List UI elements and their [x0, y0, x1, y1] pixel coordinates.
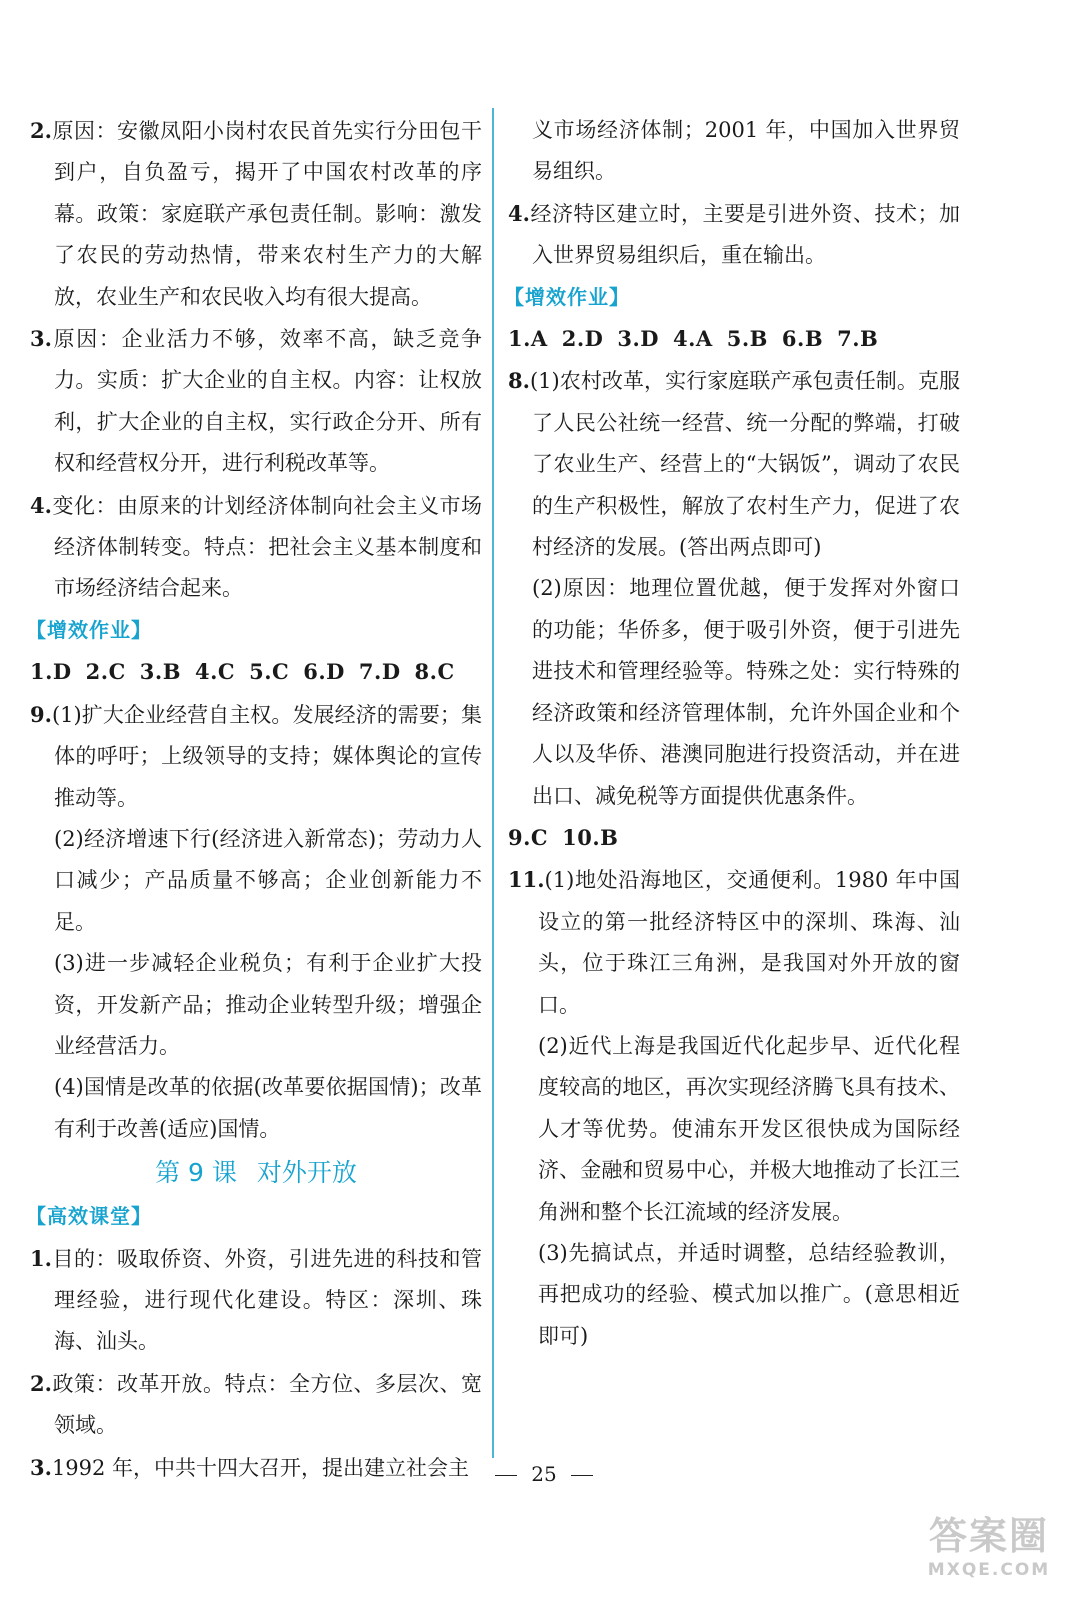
section-tag-classroom: 【高效课堂】: [26, 1204, 152, 1229]
answer-item-11-part-2: (2)近代上海是我国近代化起步早、近代化程度较高的地区，再次实现经济腾飞具有技术、人才等优势。使浦东开发区很快成为国际经济、金融和贸易中心，并极大地推动了长江三角洲和整个长江流域的经济发展。: [538, 1033, 960, 1224]
section-tag-homework-2: 【增效作业】: [504, 284, 630, 309]
lesson-heading: 第 9 课 对外开放: [155, 1158, 357, 1188]
answer-item-4: 4.变化：由原来的计划经济体制向社会主义市场经济体制转变。特点：把社会主义基本制度和市场经济结合起来。: [30, 492, 482, 601]
choice-answers-2: 1.A 2.D 3.D 4.A 5.B 6.B 7.B: [508, 326, 879, 352]
lesson9-item-4: 4.经济特区建立时，主要是引进外资、技术；加入世界贸易组织后，重在输出。: [508, 200, 960, 268]
answer-item-9-part-3: (3)进一步减轻企业税负；有利于企业扩大投资，开发新产品；推动企业转型升级；增强企业经营活力。: [54, 951, 482, 1058]
answer-item-9: 9.(1)扩大企业经营自主权。发展经济的需要；集体的呼吁；上级领导的支持；媒体舆论的宣传推动等。: [30, 701, 482, 810]
watermark-logo: 答案圈 MXQE.COM: [927, 1514, 1051, 1580]
choice-answers-3: 9.C 10.B: [508, 824, 619, 850]
page-number: 25: [0, 1462, 1088, 1486]
lesson9-item-1: 1.目的：吸取侨资、外资，引进先进的科技和管理经验，进行现代化建设。特区：深圳、珠海、汕头。: [30, 1245, 482, 1354]
column-divider: [492, 108, 494, 1458]
answer-item-2: 2.原因：安徽凤阳小岗村农民首先实行分田包干到户，自负盈亏，揭开了中国农村改革的序幕。政策：家庭联产承包责任制。影响：激发了农民的劳动热情，带来农村生产力的大解放，农业生产和农民收入均有很大提高。: [30, 118, 482, 309]
lesson9-item-3-continued: 义市场经济体制；2001 年，中国加入世界贸易组织。: [532, 118, 960, 184]
answer-item-11: 11.(1)地处沿海地区，交通便利。1980 年中国设立的第一批经济特区中的深圳、珠海、汕头，位于珠江三角洲，是我国对外开放的窗口。: [508, 867, 960, 1017]
answer-item-11-part-3: (3)先搞试点，并适时调整，总结经验教训，再把成功的经验、模式加以推广。(意思相近即可): [538, 1240, 960, 1348]
left-column: [26, 110, 482, 1489]
lesson9-item-3: 3.1992 年，中共十四大召开，提出建立社会主: [30, 1454, 470, 1480]
answer-item-8: 8.(1)农村改革，实行家庭联产承包责任制。克服了人民公社统一经营、统一分配的弊端，打破了农业生产、经营上的“大锅饭”，调动了农民的生产积极性，解放了农村生产力，促进了农村经济的发展。(答出两点即可): [508, 368, 960, 560]
choice-answers: 1.D 2.C 3.B 4.C 5.C 6.D 7.D 8.C: [30, 659, 455, 685]
section-tag-homework: 【增效作业】: [26, 617, 152, 642]
answer-item-9-part-4: (4)国情是改革的依据(改革要依据国情)；改革有利于改善(适应)国情。: [54, 1075, 482, 1141]
right-column: [504, 110, 960, 1357]
answer-item-8-part-2: (2)原因：地理位置优越，便于发挥对外窗口的功能；华侨多，便于吸引外资，便于引进先进技术和管理经验等。特殊之处：实行特殊的经济政策和经济管理体制，允许外国企业和个人以及华侨、港澳同胞进行投资活动，并在进出口、减免税等方面提供优惠条件。: [532, 576, 960, 808]
lesson9-item-2: 2.政策：改革开放。特点：全方位、多层次、宽领域。: [30, 1370, 482, 1438]
answer-item-3: 3.原因：企业活力不够，效率不高，缺乏竞争力。实质：扩大企业的自主权。内容：让权放利，扩大企业的自主权，实行政企分开、所有权和经营权分开，进行利税改革等。: [30, 326, 482, 476]
answer-item-9-part-2: (2)经济增速下行(经济进入新常态)；劳动力人口减少；产品质量不够高；企业创新能力不足。: [54, 826, 482, 934]
